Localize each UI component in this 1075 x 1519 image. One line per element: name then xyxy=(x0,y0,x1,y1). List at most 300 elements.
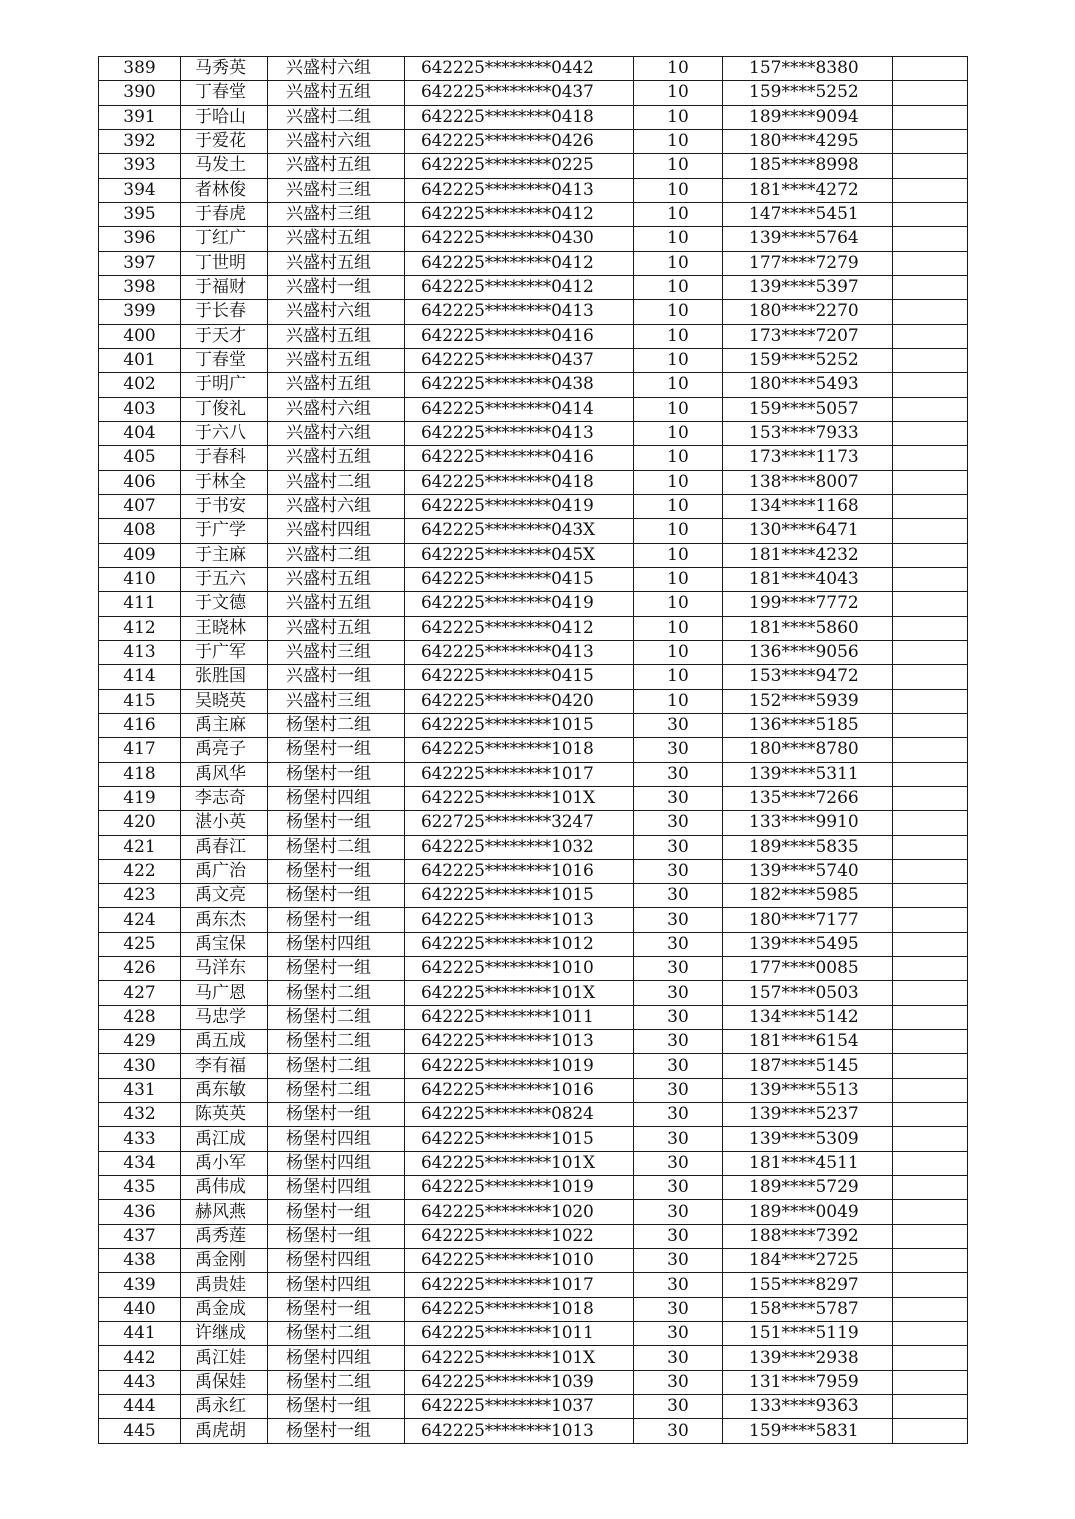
cell-index: 426 xyxy=(99,957,181,981)
cell-remark xyxy=(893,251,968,275)
cell-group: 兴盛村六组 xyxy=(268,421,405,445)
cell-id-number: 642225********0414 xyxy=(405,397,634,421)
cell-name: 张胜国 xyxy=(181,665,268,689)
table-row xyxy=(99,105,968,129)
table-row xyxy=(99,640,968,664)
cell-group: 杨堡村一组 xyxy=(268,957,405,981)
cell-amount: 30 xyxy=(634,1005,723,1029)
cell-phone: 133****9363 xyxy=(723,1395,893,1419)
cell-group: 兴盛村五组 xyxy=(268,348,405,372)
cell-index: 445 xyxy=(99,1419,181,1443)
cell-index: 437 xyxy=(99,1224,181,1248)
cell-group: 兴盛村二组 xyxy=(268,470,405,494)
cell-index: 430 xyxy=(99,1054,181,1078)
cell-remark xyxy=(893,884,968,908)
cell-group: 杨堡村四组 xyxy=(268,1176,405,1200)
cell-group: 兴盛村五组 xyxy=(268,567,405,591)
cell-index: 395 xyxy=(99,202,181,226)
cell-id-number: 642225********1010 xyxy=(405,1249,634,1273)
cell-group: 兴盛村六组 xyxy=(268,57,405,81)
cell-remark xyxy=(893,105,968,129)
cell-amount: 30 xyxy=(634,1127,723,1151)
cell-group: 兴盛村一组 xyxy=(268,665,405,689)
cell-index: 415 xyxy=(99,689,181,713)
cell-index: 397 xyxy=(99,251,181,275)
cell-index: 399 xyxy=(99,300,181,324)
cell-group: 兴盛村四组 xyxy=(268,519,405,543)
cell-id-number: 642225********0418 xyxy=(405,105,634,129)
cell-phone: 136****9056 xyxy=(723,640,893,664)
cell-name: 于哈山 xyxy=(181,105,268,129)
roster-table xyxy=(98,56,968,1444)
table-row xyxy=(99,1005,968,1029)
cell-index: 416 xyxy=(99,713,181,737)
cell-phone: 157****0503 xyxy=(723,981,893,1005)
cell-id-number: 642225********0426 xyxy=(405,129,634,153)
cell-index: 400 xyxy=(99,324,181,348)
cell-name: 于春科 xyxy=(181,446,268,470)
cell-remark xyxy=(893,324,968,348)
table-row xyxy=(99,738,968,762)
cell-phone: 139****5740 xyxy=(723,859,893,883)
cell-amount: 10 xyxy=(634,543,723,567)
cell-group: 兴盛村三组 xyxy=(268,689,405,713)
cell-name: 丁红广 xyxy=(181,227,268,251)
cell-group: 兴盛村五组 xyxy=(268,616,405,640)
cell-amount: 10 xyxy=(634,567,723,591)
cell-name: 于爱花 xyxy=(181,129,268,153)
cell-amount: 10 xyxy=(634,129,723,153)
cell-index: 441 xyxy=(99,1322,181,1346)
cell-amount: 10 xyxy=(634,592,723,616)
cell-index: 418 xyxy=(99,762,181,786)
cell-remark xyxy=(893,1249,968,1273)
cell-id-number: 642225********0412 xyxy=(405,251,634,275)
cell-name: 禹江娃 xyxy=(181,1346,268,1370)
cell-phone: 152****5939 xyxy=(723,689,893,713)
cell-group: 杨堡村四组 xyxy=(268,1151,405,1175)
cell-index: 428 xyxy=(99,1005,181,1029)
cell-amount: 30 xyxy=(634,738,723,762)
cell-remark xyxy=(893,446,968,470)
cell-index: 439 xyxy=(99,1273,181,1297)
cell-id-number: 642225********0416 xyxy=(405,324,634,348)
table-row xyxy=(99,713,968,737)
cell-amount: 30 xyxy=(634,1224,723,1248)
cell-name: 于明广 xyxy=(181,373,268,397)
cell-id-number: 642225********101X xyxy=(405,981,634,1005)
cell-amount: 10 xyxy=(634,446,723,470)
cell-id-number: 642225********1015 xyxy=(405,1127,634,1151)
table-row xyxy=(99,1151,968,1175)
cell-id-number: 642225********1016 xyxy=(405,1078,634,1102)
table-row xyxy=(99,543,968,567)
cell-amount: 30 xyxy=(634,1249,723,1273)
cell-phone: 147****5451 xyxy=(723,202,893,226)
cell-index: 427 xyxy=(99,981,181,1005)
cell-amount: 10 xyxy=(634,81,723,105)
cell-phone: 187****5145 xyxy=(723,1054,893,1078)
cell-amount: 30 xyxy=(634,1030,723,1054)
cell-group: 杨堡村四组 xyxy=(268,1249,405,1273)
cell-phone: 134****5142 xyxy=(723,1005,893,1029)
cell-id-number: 642225********1022 xyxy=(405,1224,634,1248)
cell-id-number: 642225********0430 xyxy=(405,227,634,251)
table-row xyxy=(99,908,968,932)
cell-index: 398 xyxy=(99,275,181,299)
cell-remark xyxy=(893,981,968,1005)
cell-remark xyxy=(893,567,968,591)
cell-phone: 181****4272 xyxy=(723,178,893,202)
cell-id-number: 642225********0438 xyxy=(405,373,634,397)
cell-remark xyxy=(893,178,968,202)
cell-index: 404 xyxy=(99,421,181,445)
cell-phone: 157****8380 xyxy=(723,57,893,81)
cell-id-number: 642225********1012 xyxy=(405,932,634,956)
cell-id-number: 642225********0412 xyxy=(405,202,634,226)
cell-phone: 199****7772 xyxy=(723,592,893,616)
table-row xyxy=(99,981,968,1005)
cell-remark xyxy=(893,397,968,421)
cell-group: 兴盛村六组 xyxy=(268,129,405,153)
cell-phone: 139****2938 xyxy=(723,1346,893,1370)
cell-phone: 181****6154 xyxy=(723,1030,893,1054)
cell-amount: 30 xyxy=(634,908,723,932)
cell-amount: 30 xyxy=(634,713,723,737)
cell-phone: 189****5835 xyxy=(723,835,893,859)
table-row xyxy=(99,1127,968,1151)
table-row xyxy=(99,1273,968,1297)
cell-phone: 180****4295 xyxy=(723,129,893,153)
cell-phone: 139****5237 xyxy=(723,1103,893,1127)
cell-remark xyxy=(893,57,968,81)
cell-phone: 133****9910 xyxy=(723,811,893,835)
cell-index: 393 xyxy=(99,154,181,178)
cell-phone: 151****5119 xyxy=(723,1322,893,1346)
cell-name: 禹主麻 xyxy=(181,713,268,737)
table-row xyxy=(99,300,968,324)
cell-name: 禹永红 xyxy=(181,1395,268,1419)
table-row xyxy=(99,1224,968,1248)
cell-remark xyxy=(893,154,968,178)
cell-remark xyxy=(893,640,968,664)
cell-group: 杨堡村二组 xyxy=(268,1322,405,1346)
cell-remark xyxy=(893,689,968,713)
cell-remark xyxy=(893,1078,968,1102)
cell-phone: 153****7933 xyxy=(723,421,893,445)
cell-remark xyxy=(893,129,968,153)
cell-name: 者林俊 xyxy=(181,178,268,202)
cell-remark xyxy=(893,592,968,616)
table-row xyxy=(99,932,968,956)
cell-group: 兴盛村二组 xyxy=(268,543,405,567)
cell-id-number: 642225********1039 xyxy=(405,1370,634,1394)
cell-index: 433 xyxy=(99,1127,181,1151)
cell-phone: 139****5513 xyxy=(723,1078,893,1102)
cell-phone: 188****7392 xyxy=(723,1224,893,1248)
cell-group: 杨堡村一组 xyxy=(268,811,405,835)
cell-phone: 136****5185 xyxy=(723,713,893,737)
cell-remark xyxy=(893,1176,968,1200)
cell-index: 444 xyxy=(99,1395,181,1419)
cell-id-number: 642225********1015 xyxy=(405,884,634,908)
cell-id-number: 642225********0413 xyxy=(405,640,634,664)
cell-phone: 185****8998 xyxy=(723,154,893,178)
table-row xyxy=(99,129,968,153)
cell-index: 424 xyxy=(99,908,181,932)
table-row xyxy=(99,1249,968,1273)
table-row xyxy=(99,1322,968,1346)
cell-name: 禹东杰 xyxy=(181,908,268,932)
cell-amount: 30 xyxy=(634,932,723,956)
cell-amount: 30 xyxy=(634,1151,723,1175)
cell-name: 禹金成 xyxy=(181,1297,268,1321)
table-row xyxy=(99,251,968,275)
cell-remark xyxy=(893,1127,968,1151)
cell-group: 兴盛村三组 xyxy=(268,640,405,664)
cell-amount: 10 xyxy=(634,275,723,299)
cell-amount: 30 xyxy=(634,1176,723,1200)
cell-index: 435 xyxy=(99,1176,181,1200)
cell-id-number: 642225********0419 xyxy=(405,494,634,518)
cell-remark xyxy=(893,81,968,105)
cell-amount: 30 xyxy=(634,786,723,810)
cell-index: 429 xyxy=(99,1030,181,1054)
cell-name: 马秀英 xyxy=(181,57,268,81)
cell-index: 412 xyxy=(99,616,181,640)
cell-phone: 177****0085 xyxy=(723,957,893,981)
cell-name: 马忠学 xyxy=(181,1005,268,1029)
table-row xyxy=(99,446,968,470)
cell-index: 394 xyxy=(99,178,181,202)
cell-id-number: 642225********043X xyxy=(405,519,634,543)
table-row xyxy=(99,811,968,835)
cell-name: 禹东敏 xyxy=(181,1078,268,1102)
cell-amount: 30 xyxy=(634,1297,723,1321)
cell-id-number: 642225********1017 xyxy=(405,762,634,786)
table-row xyxy=(99,373,968,397)
cell-remark xyxy=(893,859,968,883)
cell-phone: 139****5397 xyxy=(723,275,893,299)
cell-amount: 30 xyxy=(634,762,723,786)
cell-name: 于五六 xyxy=(181,567,268,591)
cell-amount: 30 xyxy=(634,1273,723,1297)
cell-remark xyxy=(893,275,968,299)
cell-index: 407 xyxy=(99,494,181,518)
cell-name: 禹文亮 xyxy=(181,884,268,908)
cell-index: 411 xyxy=(99,592,181,616)
table-row xyxy=(99,1419,968,1443)
cell-id-number: 642225********1019 xyxy=(405,1054,634,1078)
cell-id-number: 642225********0413 xyxy=(405,421,634,445)
cell-group: 杨堡村一组 xyxy=(268,859,405,883)
cell-phone: 180****8780 xyxy=(723,738,893,762)
cell-name: 禹春江 xyxy=(181,835,268,859)
cell-group: 兴盛村五组 xyxy=(268,154,405,178)
cell-index: 410 xyxy=(99,567,181,591)
cell-id-number: 642225********1011 xyxy=(405,1005,634,1029)
cell-group: 杨堡村一组 xyxy=(268,1103,405,1127)
table-row xyxy=(99,519,968,543)
table-row xyxy=(99,275,968,299)
cell-remark xyxy=(893,1322,968,1346)
cell-remark xyxy=(893,1005,968,1029)
cell-index: 436 xyxy=(99,1200,181,1224)
cell-id-number: 642225********1013 xyxy=(405,1030,634,1054)
cell-name: 于六八 xyxy=(181,421,268,445)
cell-group: 兴盛村五组 xyxy=(268,81,405,105)
cell-amount: 10 xyxy=(634,421,723,445)
cell-remark xyxy=(893,1346,968,1370)
cell-id-number: 642225********0412 xyxy=(405,275,634,299)
cell-remark xyxy=(893,932,968,956)
cell-name: 于天才 xyxy=(181,324,268,348)
cell-name: 于长春 xyxy=(181,300,268,324)
cell-name: 陈英英 xyxy=(181,1103,268,1127)
table-row xyxy=(99,616,968,640)
table-row xyxy=(99,762,968,786)
cell-id-number: 642225********1017 xyxy=(405,1273,634,1297)
cell-amount: 30 xyxy=(634,884,723,908)
cell-phone: 155****8297 xyxy=(723,1273,893,1297)
cell-amount: 10 xyxy=(634,105,723,129)
table-row xyxy=(99,1176,968,1200)
cell-remark xyxy=(893,202,968,226)
cell-amount: 10 xyxy=(634,227,723,251)
cell-remark xyxy=(893,616,968,640)
cell-group: 杨堡村一组 xyxy=(268,1200,405,1224)
table-row xyxy=(99,1030,968,1054)
cell-remark xyxy=(893,957,968,981)
cell-remark xyxy=(893,713,968,737)
cell-id-number: 642225********1015 xyxy=(405,713,634,737)
cell-phone: 181****4511 xyxy=(723,1151,893,1175)
cell-id-number: 642225********0413 xyxy=(405,178,634,202)
cell-remark xyxy=(893,300,968,324)
cell-remark xyxy=(893,811,968,835)
cell-group: 杨堡村一组 xyxy=(268,884,405,908)
cell-group: 杨堡村一组 xyxy=(268,738,405,762)
cell-amount: 30 xyxy=(634,1103,723,1127)
table-row xyxy=(99,470,968,494)
cell-index: 442 xyxy=(99,1346,181,1370)
cell-id-number: 642225********1013 xyxy=(405,1419,634,1443)
cell-amount: 30 xyxy=(634,957,723,981)
cell-name: 丁春堂 xyxy=(181,81,268,105)
cell-remark xyxy=(893,1200,968,1224)
cell-id-number: 642225********0412 xyxy=(405,616,634,640)
cell-remark xyxy=(893,1224,968,1248)
cell-id-number: 642225********0418 xyxy=(405,470,634,494)
cell-group: 杨堡村一组 xyxy=(268,908,405,932)
cell-group: 兴盛村三组 xyxy=(268,202,405,226)
cell-remark xyxy=(893,1273,968,1297)
cell-group: 杨堡村二组 xyxy=(268,1054,405,1078)
cell-remark xyxy=(893,373,968,397)
cell-name: 赫风燕 xyxy=(181,1200,268,1224)
table-row xyxy=(99,592,968,616)
cell-name: 丁春堂 xyxy=(181,348,268,372)
cell-index: 405 xyxy=(99,446,181,470)
cell-remark xyxy=(893,738,968,762)
cell-remark xyxy=(893,835,968,859)
cell-amount: 10 xyxy=(634,154,723,178)
cell-group: 兴盛村六组 xyxy=(268,494,405,518)
cell-group: 杨堡村二组 xyxy=(268,1078,405,1102)
cell-index: 420 xyxy=(99,811,181,835)
cell-amount: 30 xyxy=(634,1200,723,1224)
cell-amount: 10 xyxy=(634,665,723,689)
cell-index: 421 xyxy=(99,835,181,859)
cell-name: 湛小英 xyxy=(181,811,268,835)
cell-index: 443 xyxy=(99,1370,181,1394)
cell-phone: 139****5495 xyxy=(723,932,893,956)
cell-id-number: 622725********3247 xyxy=(405,811,634,835)
cell-index: 417 xyxy=(99,738,181,762)
cell-id-number: 642225********0442 xyxy=(405,57,634,81)
cell-group: 兴盛村五组 xyxy=(268,373,405,397)
cell-group: 杨堡村四组 xyxy=(268,1346,405,1370)
cell-amount: 10 xyxy=(634,178,723,202)
cell-group: 杨堡村一组 xyxy=(268,762,405,786)
cell-group: 杨堡村一组 xyxy=(268,1224,405,1248)
cell-group: 兴盛村五组 xyxy=(268,324,405,348)
cell-group: 杨堡村一组 xyxy=(268,1419,405,1443)
cell-remark xyxy=(893,1054,968,1078)
cell-phone: 130****6471 xyxy=(723,519,893,543)
cell-group: 杨堡村四组 xyxy=(268,1273,405,1297)
table-row xyxy=(99,1103,968,1127)
table-row xyxy=(99,1078,968,1102)
cell-phone: 158****5787 xyxy=(723,1297,893,1321)
cell-name: 王晓林 xyxy=(181,616,268,640)
table-row xyxy=(99,154,968,178)
table-row xyxy=(99,227,968,251)
cell-phone: 159****5252 xyxy=(723,348,893,372)
cell-index: 413 xyxy=(99,640,181,664)
cell-remark xyxy=(893,1370,968,1394)
cell-amount: 10 xyxy=(634,324,723,348)
table-row xyxy=(99,567,968,591)
cell-index: 408 xyxy=(99,519,181,543)
cell-amount: 10 xyxy=(634,689,723,713)
cell-remark xyxy=(893,227,968,251)
cell-phone: 182****5985 xyxy=(723,884,893,908)
cell-group: 杨堡村二组 xyxy=(268,1005,405,1029)
cell-phone: 131****7959 xyxy=(723,1370,893,1394)
cell-id-number: 642225********0415 xyxy=(405,567,634,591)
cell-name: 禹金刚 xyxy=(181,1249,268,1273)
cell-id-number: 642225********1020 xyxy=(405,1200,634,1224)
cell-phone: 180****5493 xyxy=(723,373,893,397)
cell-phone: 173****1173 xyxy=(723,446,893,470)
cell-name: 禹秀莲 xyxy=(181,1224,268,1248)
cell-phone: 139****5309 xyxy=(723,1127,893,1151)
cell-index: 403 xyxy=(99,397,181,421)
cell-name: 禹宝保 xyxy=(181,932,268,956)
cell-group: 兴盛村二组 xyxy=(268,105,405,129)
cell-group: 杨堡村四组 xyxy=(268,786,405,810)
cell-amount: 30 xyxy=(634,835,723,859)
cell-name: 于广学 xyxy=(181,519,268,543)
cell-name: 于福财 xyxy=(181,275,268,299)
cell-group: 兴盛村五组 xyxy=(268,227,405,251)
cell-remark xyxy=(893,494,968,518)
table-row xyxy=(99,1054,968,1078)
cell-phone: 184****2725 xyxy=(723,1249,893,1273)
cell-name: 于林全 xyxy=(181,470,268,494)
cell-phone: 135****7266 xyxy=(723,786,893,810)
